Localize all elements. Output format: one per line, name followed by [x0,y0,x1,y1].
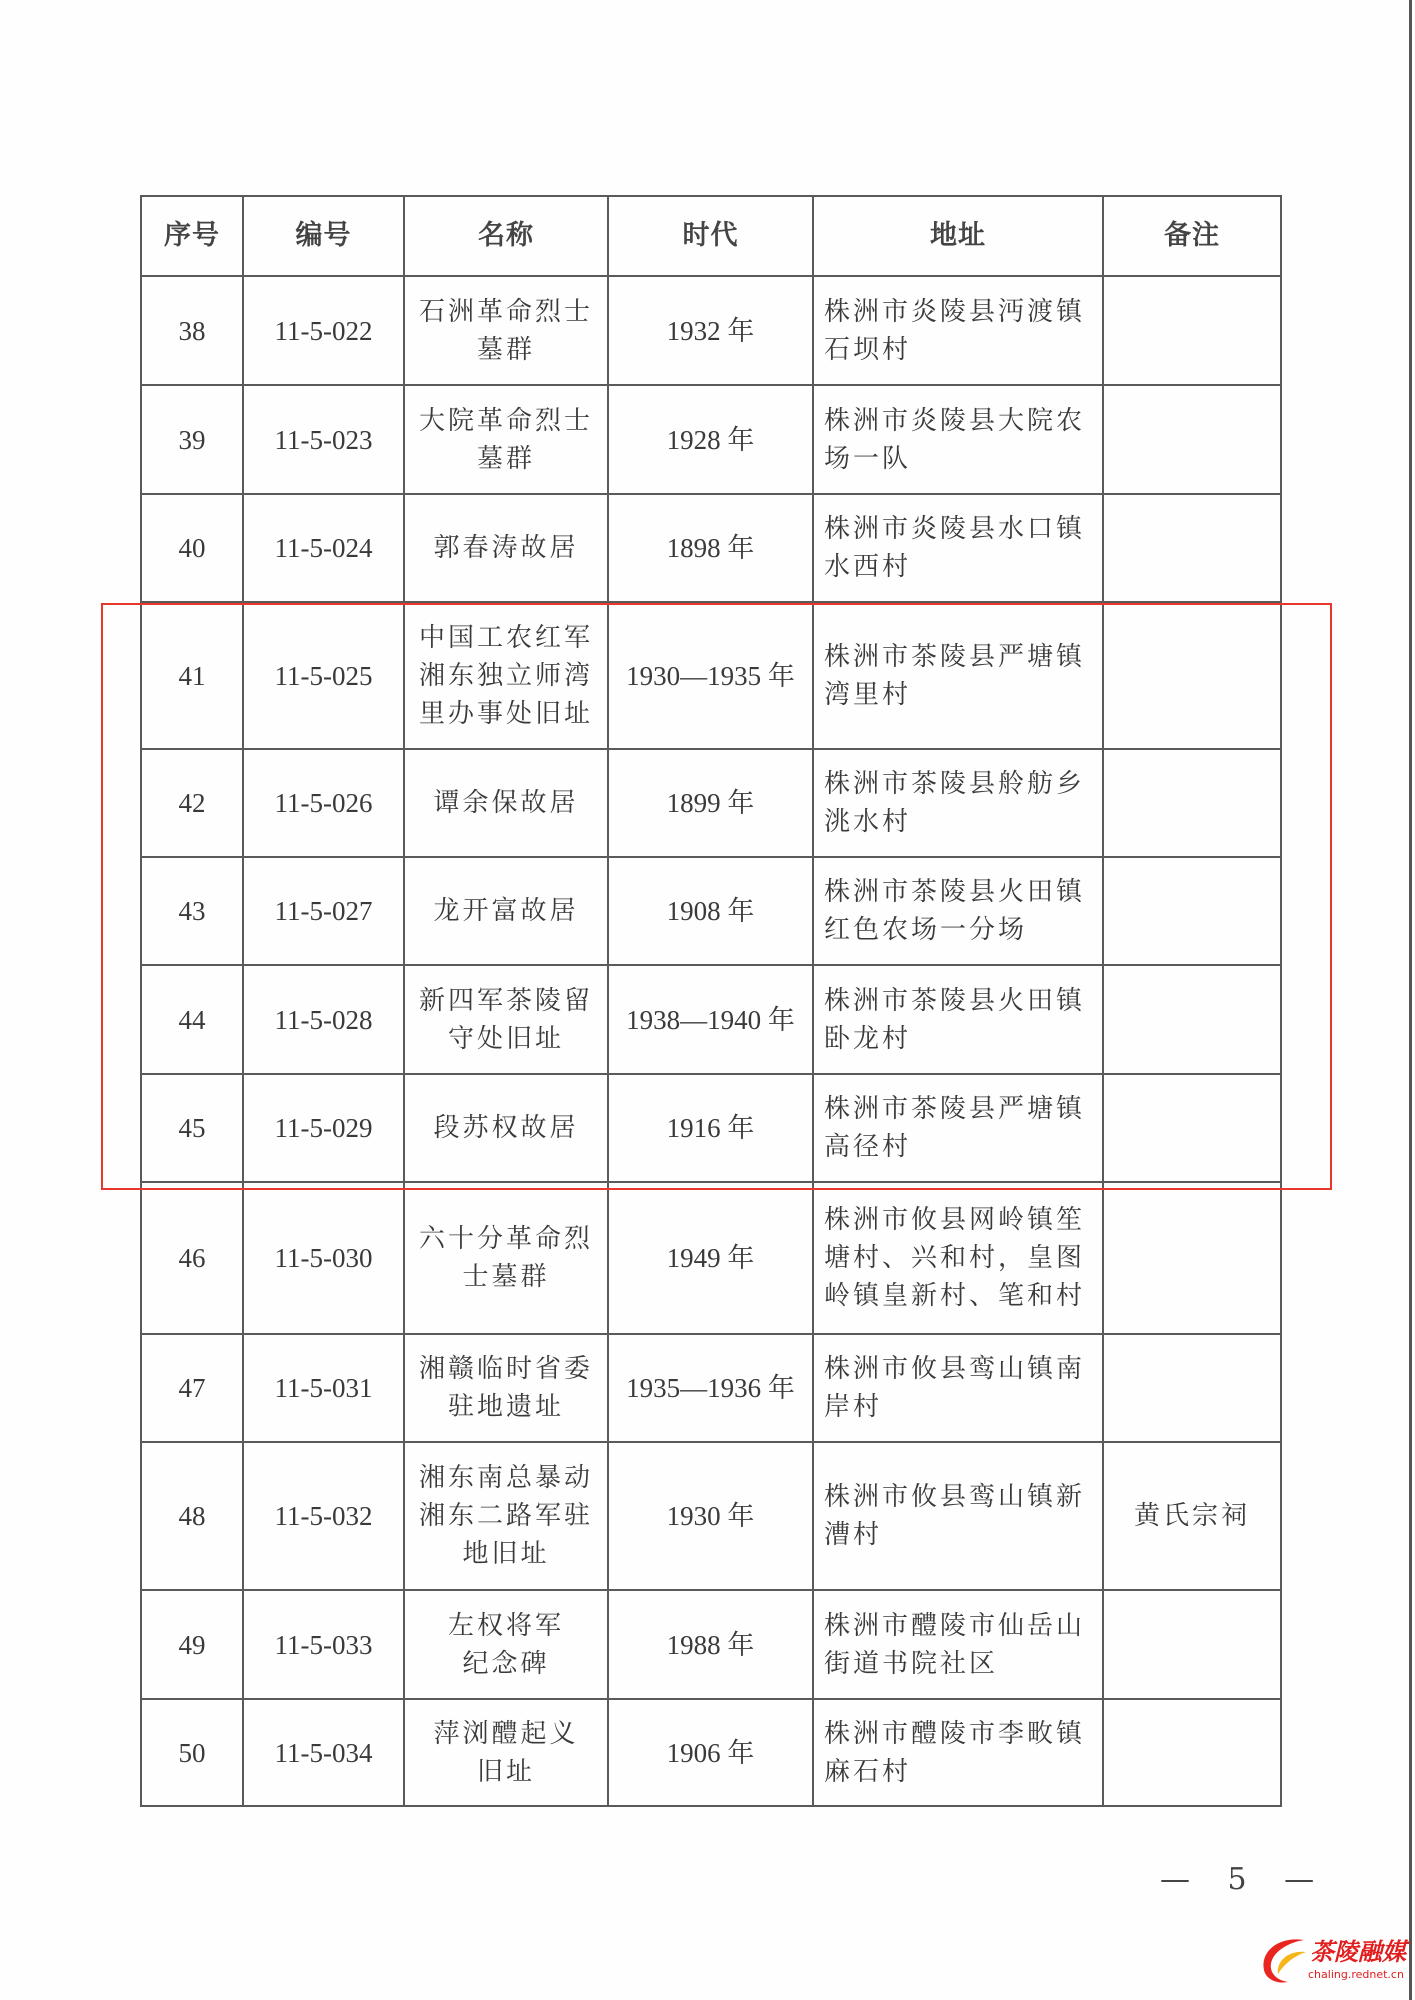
swoosh-icon [1258,1930,1308,1986]
table-row [141,1442,1281,1590]
code-cell: 11-5-023 [243,385,404,494]
table-row [141,749,1281,857]
table-row [141,1182,1281,1334]
era-cell: 1898 年 [608,494,813,602]
code-cell: 11-5-029 [243,1074,404,1182]
seq-cell: 48 [141,1442,243,1590]
table-row [141,385,1281,494]
scan-edge [1409,0,1412,2000]
era-cell: 1899 年 [608,749,813,857]
note-cell [1103,494,1281,602]
seq-cell: 49 [141,1590,243,1699]
heritage-table [140,195,1282,1807]
table-row [141,857,1281,965]
address-cell: 株洲市攸县鸾山镇南岸村 [813,1334,1103,1442]
note-cell [1103,1182,1281,1334]
watermark-name: 茶陵融媒 [1310,1937,1406,1966]
era-cell: 1932 年 [608,276,813,385]
seq-cell: 50 [141,1699,243,1806]
note-cell [1103,965,1281,1074]
note-cell: 黄氏宗祠 [1103,1442,1281,1590]
code-cell: 11-5-024 [243,494,404,602]
name-cell: 中国工农红军 湘东独立师湾 里办事处旧址 [404,602,608,749]
header-era: 时代 [608,196,813,276]
note-cell [1103,1334,1281,1442]
code-cell: 11-5-027 [243,857,404,965]
name-cell: 左权将军 纪念碑 [404,1590,608,1699]
era-cell: 1935—1936 年 [608,1334,813,1442]
address-cell: 株洲市炎陵县大院农场一队 [813,385,1103,494]
seq-cell: 43 [141,857,243,965]
name-cell: 湘赣临时省委 驻地遗址 [404,1334,608,1442]
address-cell: 株洲市醴陵市仙岳山街道书院社区 [813,1590,1103,1699]
header-code: 编号 [243,196,404,276]
name-cell: 石洲革命烈士 墓群 [404,276,608,385]
code-cell: 11-5-031 [243,1334,404,1442]
era-cell: 1930—1935 年 [608,602,813,749]
address-cell: 株洲市茶陵县火田镇卧龙村 [813,965,1103,1074]
code-cell: 11-5-034 [243,1699,404,1806]
code-cell: 11-5-028 [243,965,404,1074]
page-number: — 5 — [1160,1862,1329,1897]
note-cell [1103,1590,1281,1699]
name-cell: 湘东南总暴动 湘东二路军驻 地旧址 [404,1442,608,1590]
header-note: 备注 [1103,196,1281,276]
table-row [141,1590,1281,1699]
note-cell [1103,749,1281,857]
note-cell [1103,857,1281,965]
address-cell: 株洲市炎陵县水口镇水西村 [813,494,1103,602]
note-cell [1103,276,1281,385]
address-cell: 株洲市醴陵市李畋镇麻石村 [813,1699,1103,1806]
era-cell: 1930 年 [608,1442,813,1590]
table-row [141,494,1281,602]
table-row [141,965,1281,1074]
name-cell: 谭余保故居 [404,749,608,857]
address-cell: 株洲市攸县网岭镇笙塘村、兴和村，皇图岭镇皇新村、笔和村 [813,1182,1103,1334]
code-cell: 11-5-030 [243,1182,404,1334]
name-cell: 郭春涛故居 [404,494,608,602]
era-cell: 1949 年 [608,1182,813,1334]
era-cell: 1908 年 [608,857,813,965]
code-cell: 11-5-033 [243,1590,404,1699]
name-cell: 六十分革命烈 士墓群 [404,1182,608,1334]
name-cell: 大院革命烈士 墓群 [404,385,608,494]
watermark-logo [1258,1930,1408,1992]
header-seq: 序号 [141,196,243,276]
note-cell [1103,1074,1281,1182]
seq-cell: 40 [141,494,243,602]
era-cell: 1928 年 [608,385,813,494]
table-row [141,1699,1281,1806]
header-address: 地址 [813,196,1103,276]
era-cell: 1988 年 [608,1590,813,1699]
seq-cell: 46 [141,1182,243,1334]
seq-cell: 42 [141,749,243,857]
address-cell: 株洲市茶陵县火田镇红色农场一分场 [813,857,1103,965]
era-cell: 1938—1940 年 [608,965,813,1074]
code-cell: 11-5-022 [243,276,404,385]
seq-cell: 45 [141,1074,243,1182]
era-cell: 1916 年 [608,1074,813,1182]
era-cell: 1906 年 [608,1699,813,1806]
table-row [141,1074,1281,1182]
name-cell: 段苏权故居 [404,1074,608,1182]
code-cell: 11-5-025 [243,602,404,749]
note-cell [1103,385,1281,494]
address-cell: 株洲市炎陵县沔渡镇石坝村 [813,276,1103,385]
header-name: 名称 [404,196,608,276]
table-header-row [141,196,1281,276]
code-cell: 11-5-026 [243,749,404,857]
name-cell: 龙开富故居 [404,857,608,965]
table-row [141,602,1281,749]
seq-cell: 38 [141,276,243,385]
name-cell: 新四军茶陵留 守处旧址 [404,965,608,1074]
table-row [141,1334,1281,1442]
address-cell: 株洲市茶陵县舲舫乡洮水村 [813,749,1103,857]
seq-cell: 44 [141,965,243,1074]
note-cell [1103,1699,1281,1806]
watermark-url: chaling.rednet.cn [1308,1968,1404,1981]
seq-cell: 41 [141,602,243,749]
note-cell [1103,602,1281,749]
code-cell: 11-5-032 [243,1442,404,1590]
name-cell: 萍浏醴起义 旧址 [404,1699,608,1806]
seq-cell: 39 [141,385,243,494]
address-cell: 株洲市茶陵县严塘镇高径村 [813,1074,1103,1182]
address-cell: 株洲市攸县鸾山镇新漕村 [813,1442,1103,1590]
seq-cell: 47 [141,1334,243,1442]
address-cell: 株洲市茶陵县严塘镇湾里村 [813,602,1103,749]
table-row [141,276,1281,385]
